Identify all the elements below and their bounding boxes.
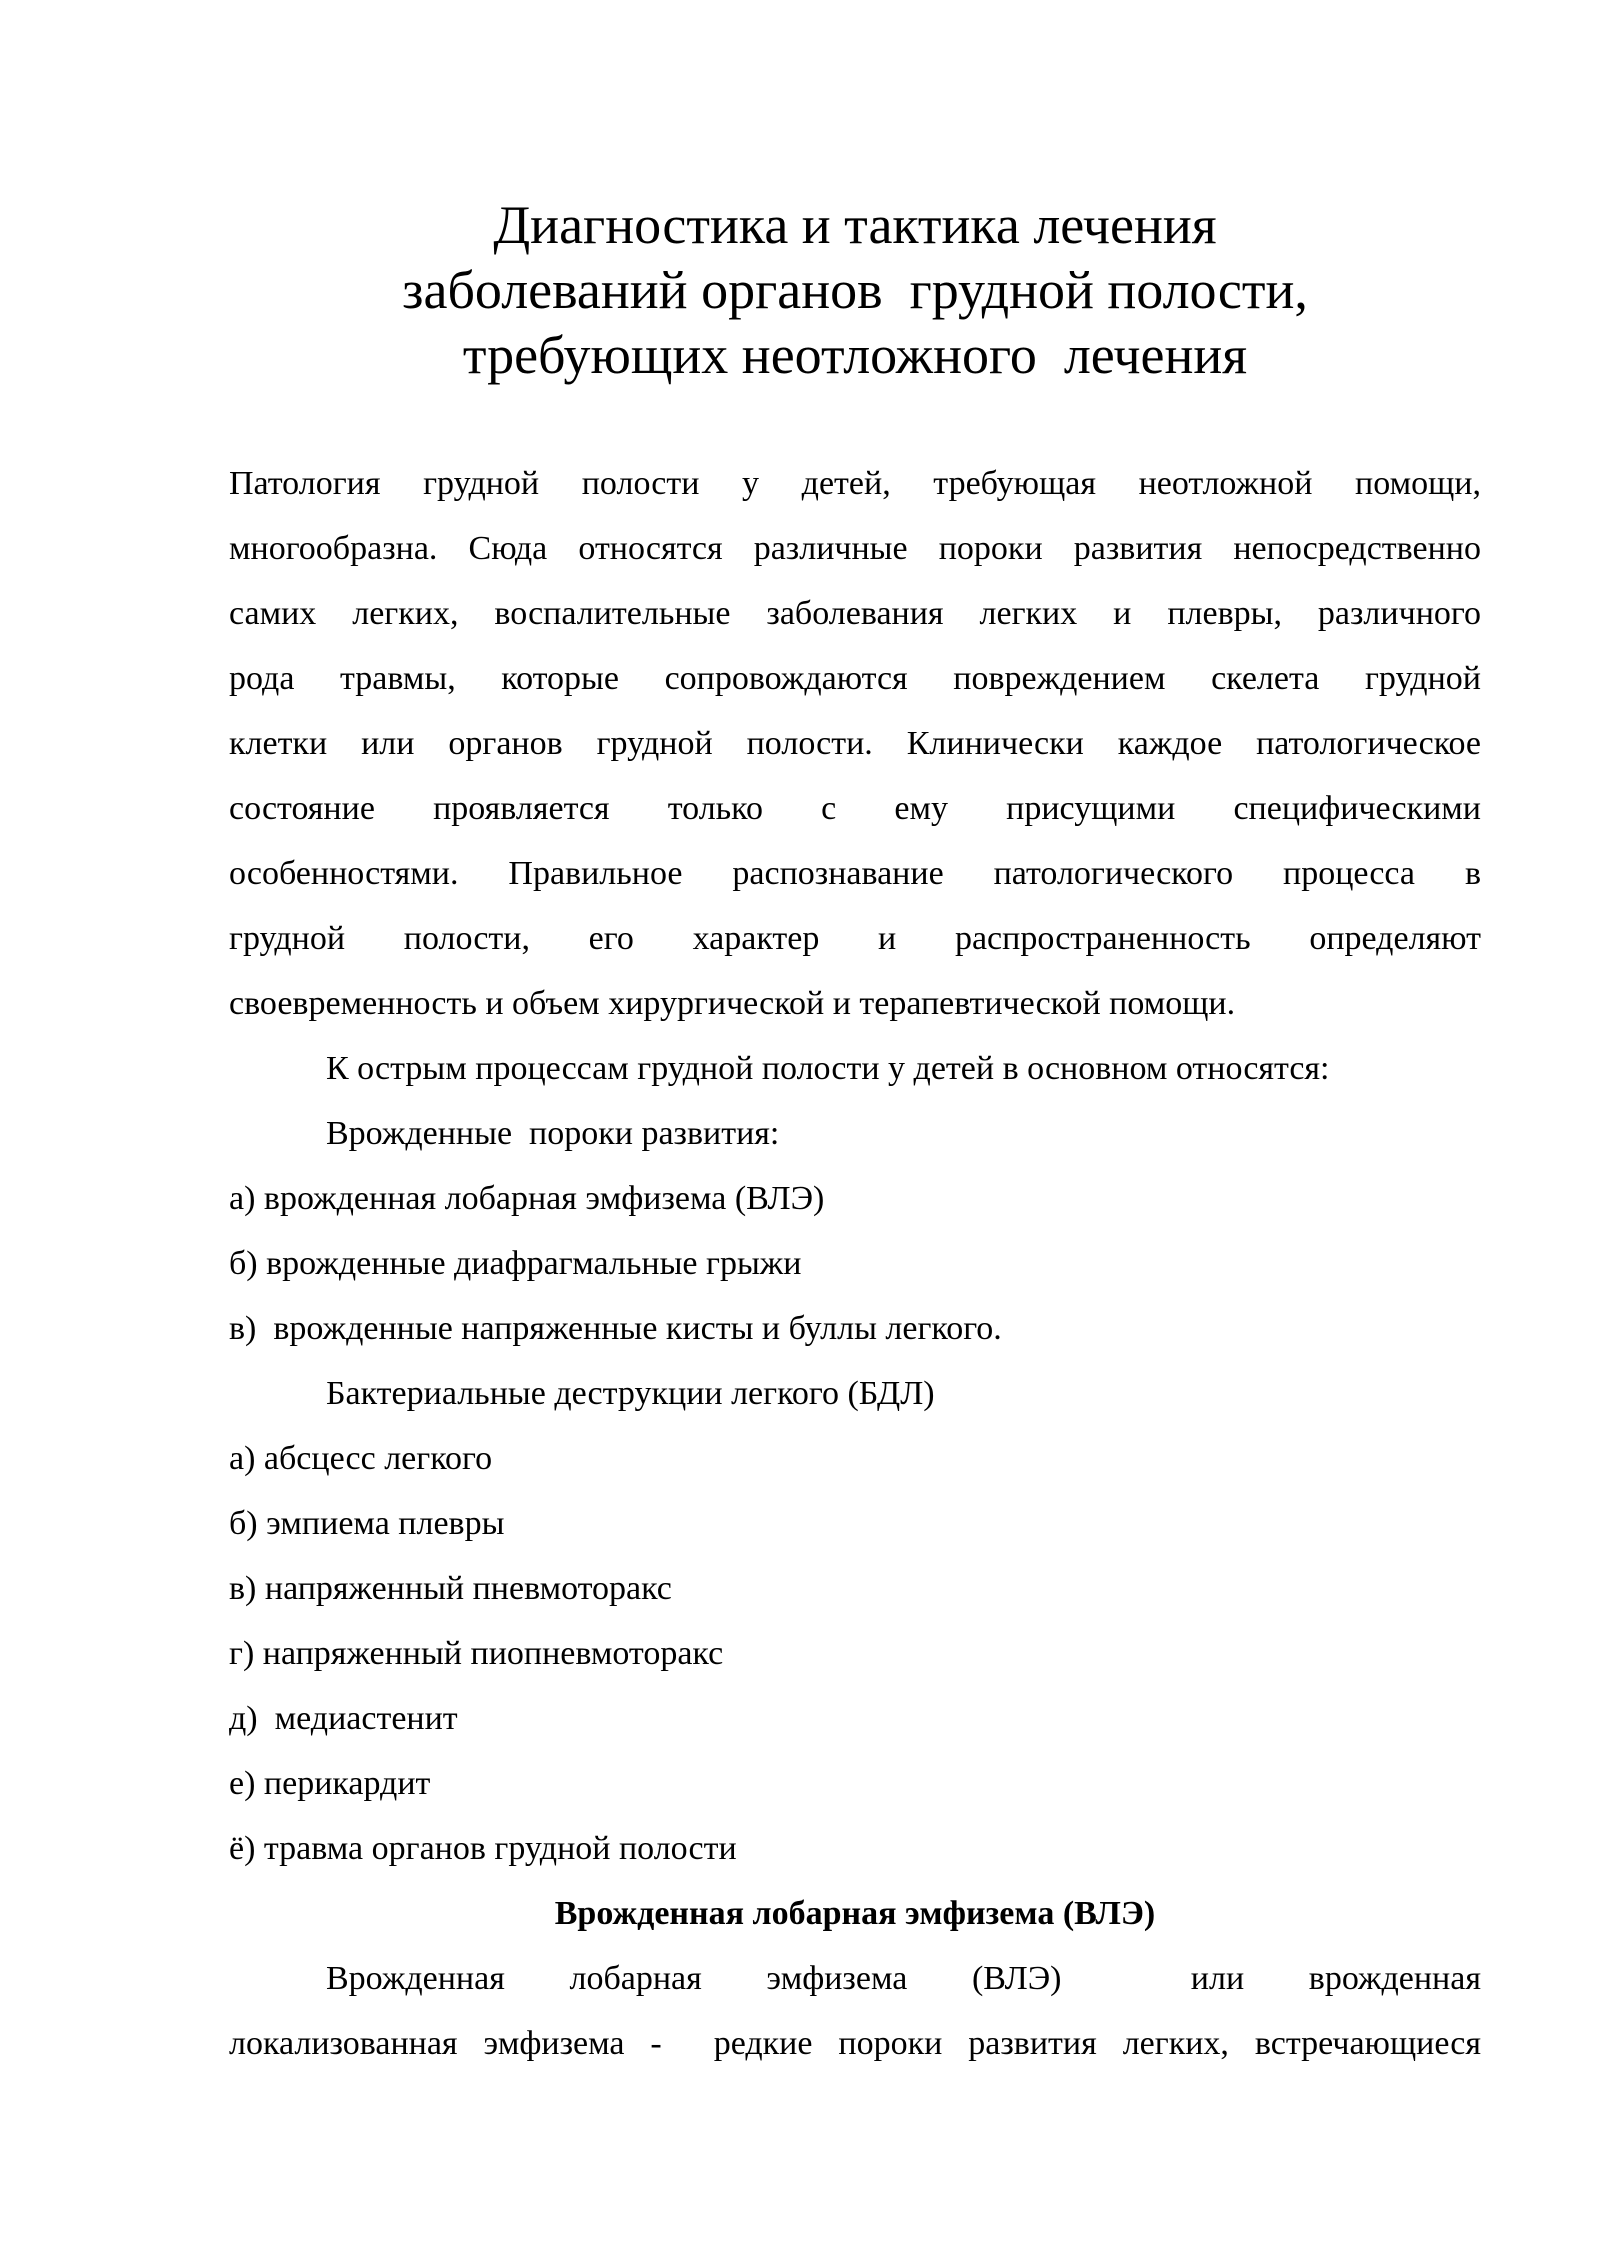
- list-item: в) напряженный пневмоторакс: [229, 1570, 672, 1607]
- title-line-3: требующих неотложного лечения: [462, 325, 1248, 385]
- bacterial-destruction-heading: Бактериальные деструкции легкого (БДЛ): [326, 1375, 935, 1412]
- intro-line: клетки или органов грудной полости. Клинически каждое патологическое: [229, 725, 1481, 762]
- intro-line: состояние проявляется только с ему присущими специфическими: [229, 790, 1481, 827]
- title-line-2: заболеваний органов грудной полости,: [402, 260, 1308, 320]
- acute-processes-intro: К острым процессам грудной полости у детей в основном относятся:: [326, 1050, 1330, 1087]
- section-heading: Врожденная лобарная эмфизема (ВЛЭ): [554, 1895, 1156, 1932]
- list-item: д) медиастенит: [229, 1700, 458, 1737]
- list-item: в) врожденные напряженные кисты и буллы легкого.: [229, 1310, 1002, 1347]
- list-item: а) врожденная лобарная эмфизема (ВЛЭ): [229, 1180, 825, 1217]
- list-item: б) врожденные диафрагмальные грыжи: [229, 1245, 802, 1282]
- list-item: а) абсцесс легкого: [229, 1440, 493, 1477]
- document-body: [229, 451, 1481, 2076]
- intro-line: многообразна. Сюда относятся различные пороки развития непосредственно: [229, 530, 1481, 567]
- intro-line: особенностями. Правильное распознавание патологического процесса в: [229, 855, 1481, 892]
- intro-line: самих легких, воспалительные заболевания легких и плевры, различного: [229, 595, 1481, 632]
- section-line: Врожденная лобарная эмфизема (ВЛЭ) или врожденная: [326, 1960, 1481, 1997]
- document-title: [230, 193, 1480, 388]
- intro-line: рода травмы, которые сопровождаются повреждением скелета грудной: [229, 660, 1481, 697]
- congenital-defects-heading: Врожденные пороки развития:: [326, 1115, 780, 1152]
- section-paragraph: [229, 1946, 1481, 2076]
- list-item: б) эмпиема плевры: [229, 1505, 505, 1542]
- list-item: е) перикардит: [229, 1765, 431, 1802]
- list-item: ё) травма органов грудной полости: [229, 1830, 737, 1867]
- title-line-1: Диагностика и тактика лечения: [493, 195, 1217, 255]
- list-item: г) напряженный пиопневмоторакс: [229, 1635, 724, 1672]
- intro-line: грудной полости, его характер и распространенность определяют: [229, 920, 1481, 957]
- section-line: локализованная эмфизема - редкие пороки развития легких, встречающиеся: [229, 2025, 1481, 2062]
- intro-line: своевременность и объем хирургической и терапевтической помощи.: [229, 985, 1236, 1022]
- intro-line: Патология грудной полости у детей, требующая неотложной помощи,: [229, 465, 1481, 502]
- intro-paragraph: [229, 451, 1481, 1036]
